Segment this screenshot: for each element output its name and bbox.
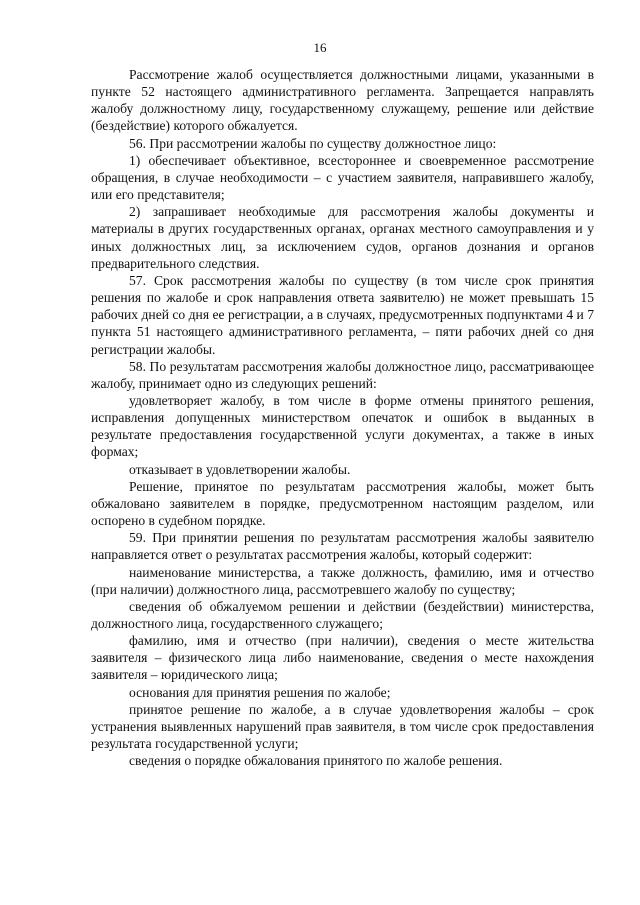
paragraph-57: 57. Срок рассмотрения жалобы по существу (в том числе срок принятия решения по жалобе и срок направления ответа заявителю) не может превышать 15 рабочих дней со дня ее регистрации, а в случаях, предусмотренных подпунктами 4 и 7 пункта 51 настоящего административного регламента, – пяти рабочих дней со дня регистрации жалобы. <box>91 272 594 357</box>
paragraph-59-ministry-name: наименование министерства, а также должность, фамилию, имя и отчество (при наличии) должностного лица, рассмотревшего жалобу по существу; <box>91 564 594 597</box>
page-number: 16 <box>313 40 327 55</box>
paragraph-58-satisfy: удовлетворяет жалобу, в том числе в форме отмены принятого решения, исправления допущенных министерством опечаток и ошибок в выданных в результате предоставления государственной услуги документах, а также в иных формах; <box>91 392 594 460</box>
paragraph-58-refuse: отказывает в удовлетворении жалобы. <box>129 461 351 477</box>
paragraph-59-appeal-procedure: сведения о порядке обжалования принятого по жалобе решения. <box>129 753 503 769</box>
paragraph-complaint-review: Рассмотрение жалоб осуществляется должностными лицами, указанными в пункте 52 настоящего административного регламента. Запрещается направлять жалобу должностному лицу, государственному служащему, решение или действие (бездействие) которого обжалуется. <box>91 67 594 134</box>
paragraph-56-item-2: 2) запрашивает необходимые для рассмотрения жалобы документы и материалы в других государственных органах, органах местного самоуправления и у иных должностных лиц, за исключением судов, органов дознания и органов предварительного следствия. <box>91 204 594 271</box>
paragraph-56-item-1: 1) обеспечивает объективное, всестороннее и своевременное рассмотрение обращения, в случае необходимости – с участием заявителя, направившего жалобу, или его представителя; <box>91 152 594 203</box>
paragraph-58: 58. По результатам рассмотрения жалобы должностное лицо, рассматривающее жалобу, принимает одно из следующих решений: <box>91 358 594 391</box>
paragraph-56: 56. При рассмотрении жалобы по существу должностное лицо: <box>129 135 497 151</box>
paragraph-59-decision: принятое решение по жалобе, а в случае удовлетворения жалобы – срок устранения выявленных нарушений прав заявителя, в том числе срок предоставления результата государственной услуги; <box>91 701 594 752</box>
paragraph-59-decision-info: сведения об обжалуемом решении и действии (бездействии) министерства, должностного лица, государственного служащего; <box>91 598 594 631</box>
document-body <box>91 66 594 769</box>
paragraph-59: 59. При принятии решения по результатам рассмотрения жалобы заявителю направляется ответ о результатах рассмотрения жалобы, который содержит: <box>91 530 594 563</box>
paragraph-appeal: Решение, принятое по результатам рассмотрения жалобы, может быть обжаловано заявителем в порядке, предусмотренном настоящим разделом, или оспорено в судебном порядке. <box>91 478 594 529</box>
paragraph-59-grounds: основания для принятия решения по жалобе; <box>129 684 391 700</box>
paragraph-59-applicant-info: фамилию, имя и отчество (при наличии), сведения о месте жительства заявителя – физического лица либо наименование, сведения о месте нахождения заявителя – юридического лица; <box>91 633 594 683</box>
